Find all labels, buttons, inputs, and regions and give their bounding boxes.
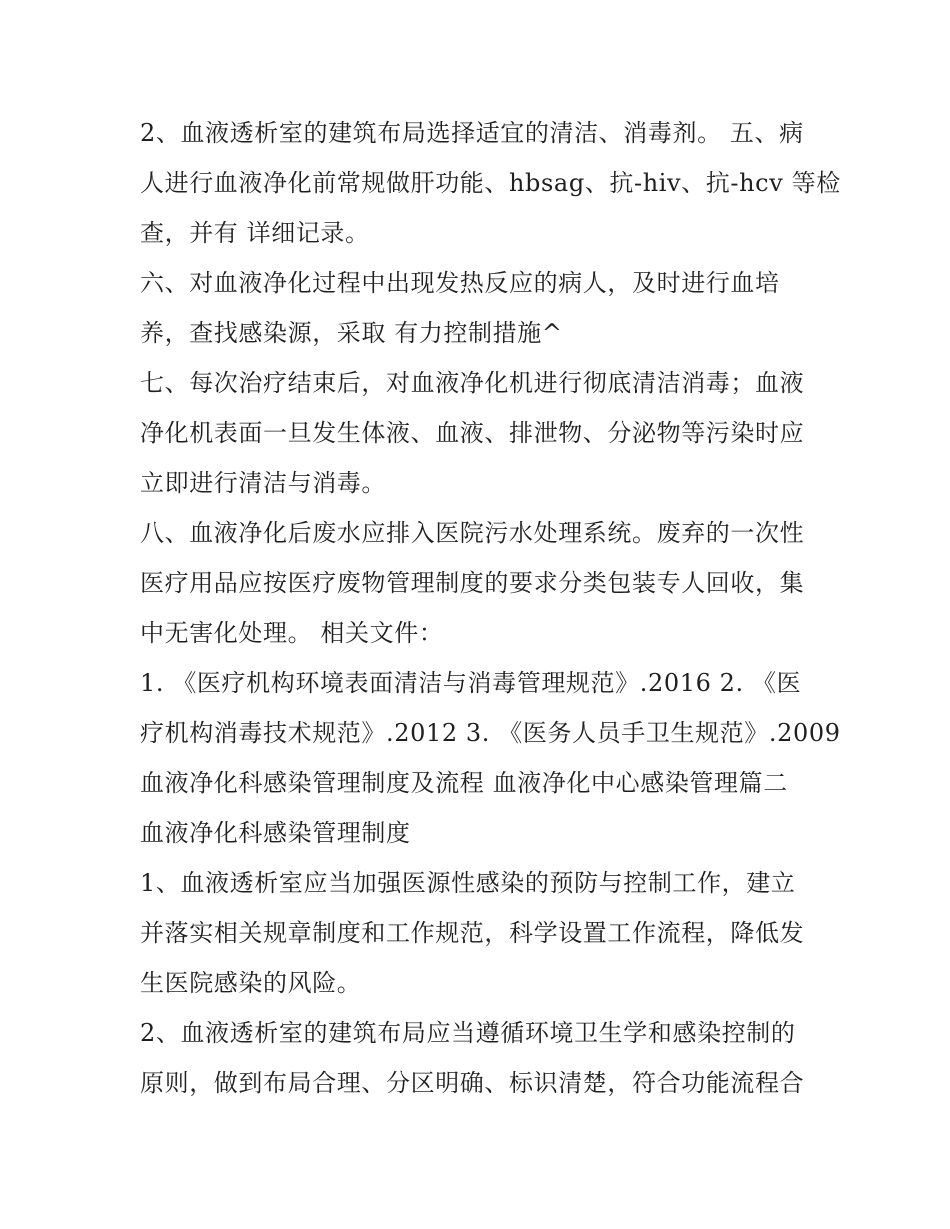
text-line: 血液净化科感染管理制度 <box>140 819 411 847</box>
text-line: 原则，做到布局合理、分区明确、标识清楚，符合功能流程合 <box>140 1069 805 1097</box>
text-line: 1. 《医疗机构环境表面清洁与消毒管理规范》.2016 2. 《医 <box>140 669 802 697</box>
text-line: 并落实相关规章制度和工作规范，科学设置工作流程，降低发 <box>140 919 805 947</box>
text-line: 2、血液透析室的建筑布局应当遵循环境卫生学和感染控制的 <box>140 1019 796 1047</box>
text-line: 人进行血液净化前常规做肝功能、hbsag、抗-hiv、抗-hcv 等检 <box>140 169 841 197</box>
text-line: 血液净化科感染管理制度及流程 血液净化中心感染管理篇二 <box>140 769 788 797</box>
text-line: 查，并有 详细记录。 <box>140 219 370 247</box>
text-line: 疗机构消毒技术规范》.2012 3. 《医务人员手卫生规范》.2009 <box>140 719 841 747</box>
text-line: 医疗用品应按医疗废物管理制度的要求分类包装专人回收，集 <box>140 569 805 597</box>
text-line: 生医院感染的风险。 <box>140 969 362 997</box>
text-line: 立即进行清洁与消毒。 <box>140 469 386 497</box>
text-line: 养，查找感染源，采取 有力控制措施^ <box>140 319 563 347</box>
text-line: 中无害化处理。 相关文件： <box>140 619 444 647</box>
text-line: 八、血液净化后废水应排入医院污水处理系统。废弃的一次性 <box>140 519 805 547</box>
text-line: 1、血液透析室应当加强医源性感染的预防与控制工作，建立 <box>140 869 796 897</box>
text-line: 净化机表面一旦发生体液、血液、排泄物、分泌物等污染时应 <box>140 419 805 447</box>
document-body <box>140 108 841 1108</box>
text-line: 2、血液透析室的建筑布局选择适宜的清洁、消毒剂。 五、病 <box>140 119 804 147</box>
text-line: 六、对血液净化过程中出现发热反应的病人，及时进行血培 <box>140 269 780 297</box>
text-line: 七、每次治疗结束后，对血液净化机进行彻底清洁消毒；血液 <box>140 369 805 397</box>
